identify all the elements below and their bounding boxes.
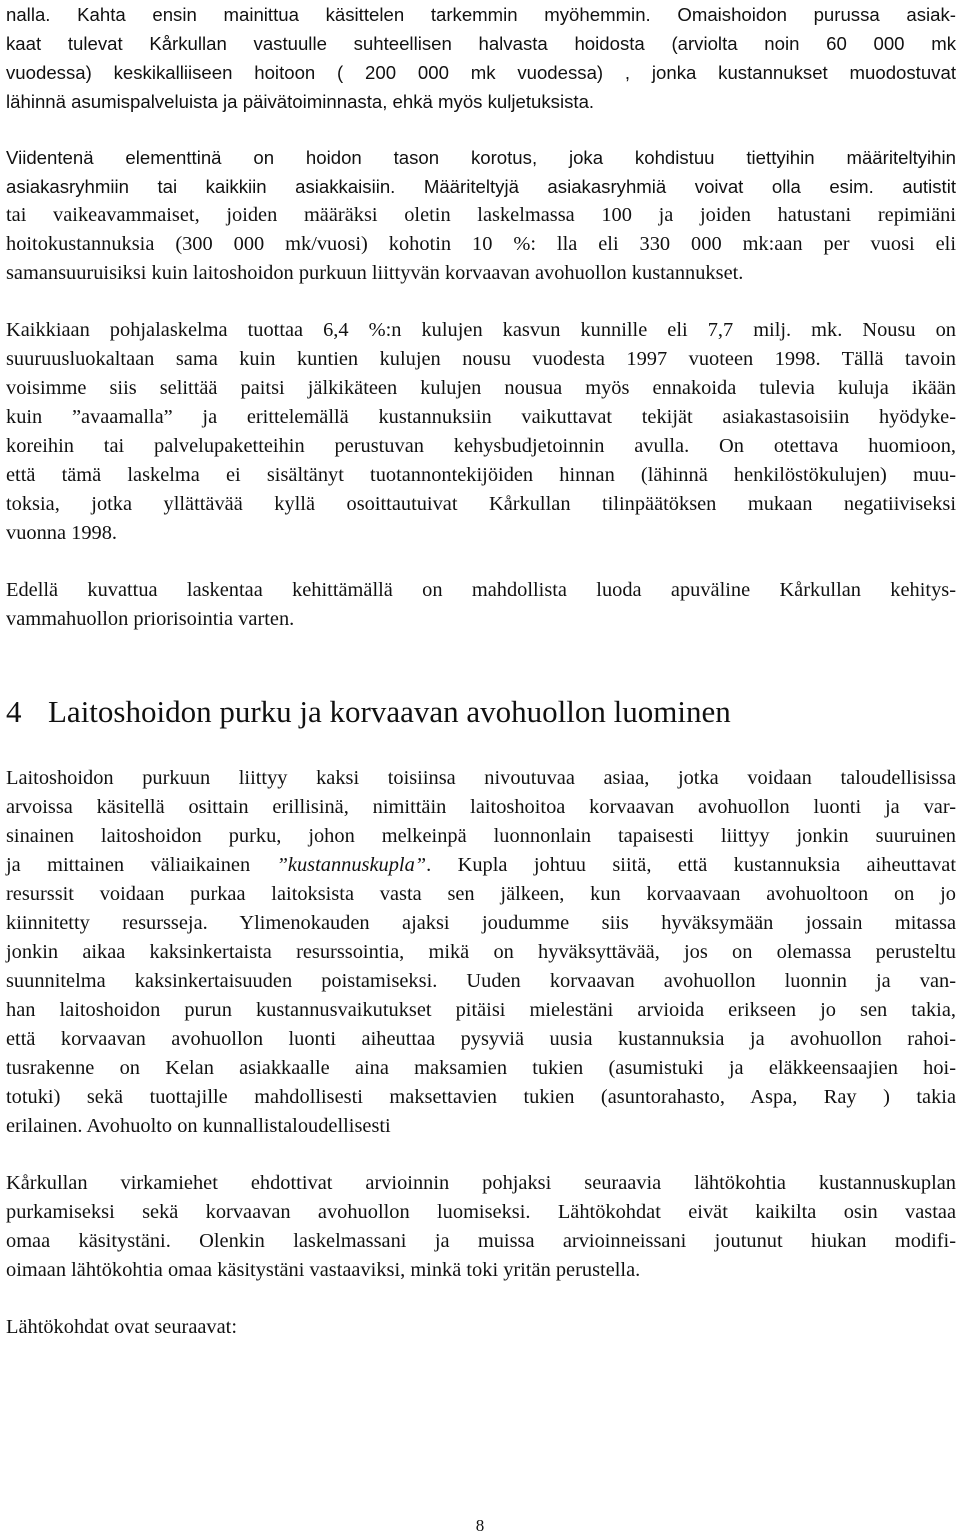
text-line: tai vaikeavammaiset, joiden määräksi oletin laskelmassa 100 ja joiden hatustani repimiäni	[6, 204, 956, 226]
text-line: vammahuollon priorisointia varten.	[6, 608, 295, 630]
starting-points-label: Lähtökohdat ovat seuraavat:	[6, 1316, 238, 1338]
text-line-with-emphasis	[6, 851, 956, 880]
text-line: purkamiseksi sekä korvaavan avohuollon luomiseksi. Lähtökohdat eivät kaikilta osin vastaa	[6, 1201, 956, 1223]
text-line: Edellä kuvattua laskentaa kehittämällä on mahdollista luoda apuväline Kårkullan kehitys-	[6, 579, 956, 601]
text-line: kiinnitetty resursseja. Ylimenokauden ajaksi joudumme siis hyväksymään jossain mitassa	[6, 912, 956, 934]
text-line: suunnitelma kaksinkertaisuuden poistamiseksi. Uuden korvaavan avohuollon luonnin ja van-	[6, 970, 956, 992]
text-segment: ja mittainen väliaikainen	[6, 854, 277, 876]
text-line: arvoissa käsitellä osittain erillisinä, nimittäin laitoshoitoa korvaavan avohuollon luonti ja var-	[6, 796, 956, 818]
text-line: koreihin tai palvelupaketteihin perustuvan kehysbudjetoinnin avulla. On otettava huomioon,	[6, 435, 956, 457]
text-line: kuin ”avaamalla” ja erittelemällä kustannuksiin vaikuttavat tekijät asiakastasoisiin hyödyke-	[6, 406, 956, 428]
text-line: hoitokustannuksia (300 000 mk/vuosi) kohotin 10 %: lla eli 330 000 mk:aan per vuosi eli	[6, 233, 956, 255]
text-line: Kårkullan virkamiehet ehdottivat arvioinnin pohjaksi seuraavia lähtökohtia kustannuskuplan	[6, 1172, 956, 1194]
text-line: erilainen. Avohuolto on kunnallistaloudellisesti	[6, 1115, 391, 1137]
text-line: Kaikkiaan pohjalaskelma tuottaa 6,4 %:n kulujen kasvun kunnille eli 7,7 milj. mk. Nousu on	[6, 319, 956, 341]
chapter-title: Laitoshoidon purku ja korvaavan avohuollon luominen	[48, 694, 731, 729]
text-line: resurssit voidaan purkaa laitoksista vasta sen jälkeen, kun korvaavaan avohuoltoon on jo	[6, 883, 956, 905]
text-line: totuki) sekä tuottajille mahdollisesti maksettavien tukien (asuntorahasto, Aspa, Ray ) takia	[6, 1086, 956, 1108]
text-line: nalla. Kahta ensin mainittua käsittelen tarkemmin myöhemmin. Omaishoidon purussa asiak-	[6, 4, 956, 25]
emphasized-term: ”kustannuskupla”	[276, 854, 427, 876]
text-line: tusrakenne on Kelan asiakkaalle aina maksamien tukien (asumistuki ja eläkkeensaajien hoi-	[6, 1057, 956, 1079]
text-line: Viidentenä elementtinä on hoidon tason korotus, joka kohdistuu tiettyihin määriteltyihin	[6, 147, 956, 168]
text-line: Laitoshoidon purkuun liittyy kaksi toisiinsa nivoutuvaa asiaa, jotka voidaan taloudellisissa	[6, 767, 956, 789]
text-line: voisimme siis selittää paitsi jälkikäteen kulujen nousua myös ennakoida tulevia kuluja ikään	[6, 377, 956, 399]
text-line: suuruusluokaltaan sama kuin kuntien kulujen nousu vuodesta 1997 vuoteen 1998. Tällä tavoin	[6, 348, 956, 370]
text-line: vuodessa) keskikalliiseen hoitoon ( 200 000 mk vuodessa) , jonka kustannukset muodostuvat	[6, 62, 956, 83]
text-line: omaa käsitystäni. Olenkin laskelmassani ja muissa arvioinneissani joutunut hiukan modifi-	[6, 1230, 956, 1252]
text-line: jonkin aikaa kaksinkertaista resurssointia, mikä on hyväksyttävää, jos on olemassa perusteltu	[6, 941, 956, 963]
text-line: oimaan lähtökohtia omaa käsitystäni vastaaviksi, minkä toki yritän perustella.	[6, 1259, 641, 1281]
chapter-number: 4	[6, 694, 22, 729]
chapter-heading	[6, 692, 731, 732]
text-segment: . Kupla johtuu siitä, että kustannuksia aiheuttavat	[426, 854, 956, 876]
text-line: vuonna 1998.	[6, 522, 118, 544]
text-line: han laitoshoidon purun kustannusvaikutukset pitäisi mielestäni arvioida erikseen jo sen takia,	[6, 999, 956, 1021]
text-line: samansuuruisiksi kuin laitoshoidon purkuun liittyvän korvaavan avohuollon kustannukset.	[6, 262, 744, 284]
text-line: toksia, jotka yllättävää kyllä osoittautuivat Kårkullan tilinpäätöksen mukaan negatiiviseksi	[6, 493, 956, 515]
text-line: että korvaavan avohuollon luonti aiheuttaa pysyviä uusia kustannuksia ja avohuollon rahoi-	[6, 1028, 956, 1050]
text-line: sinainen laitoshoidon purku, johon melkeinpä luonnonlain tapaisesti liittyy jonkin suuruinen	[6, 825, 956, 847]
text-line: asiakasryhmiin tai kaikkiin asiakkaisiin. Määriteltyjä asiakasryhmiä voivat olla esim. autistit	[6, 176, 956, 197]
text-line: kaat tulevat Kårkullan vastuulle suhteellisen halvasta hoidosta (arviolta noin 60 000 mk	[6, 33, 956, 54]
text-line: lähinnä asumispalveluista ja päivätoiminnasta, ehkä myös kuljetuksista.	[6, 91, 595, 112]
text-line: että tämä laskelma ei sisältänyt tuotannontekijöiden hinnan (lähinnä henkilöstökulujen) muu-	[6, 464, 956, 486]
page-number: 8	[475, 1516, 485, 1535]
